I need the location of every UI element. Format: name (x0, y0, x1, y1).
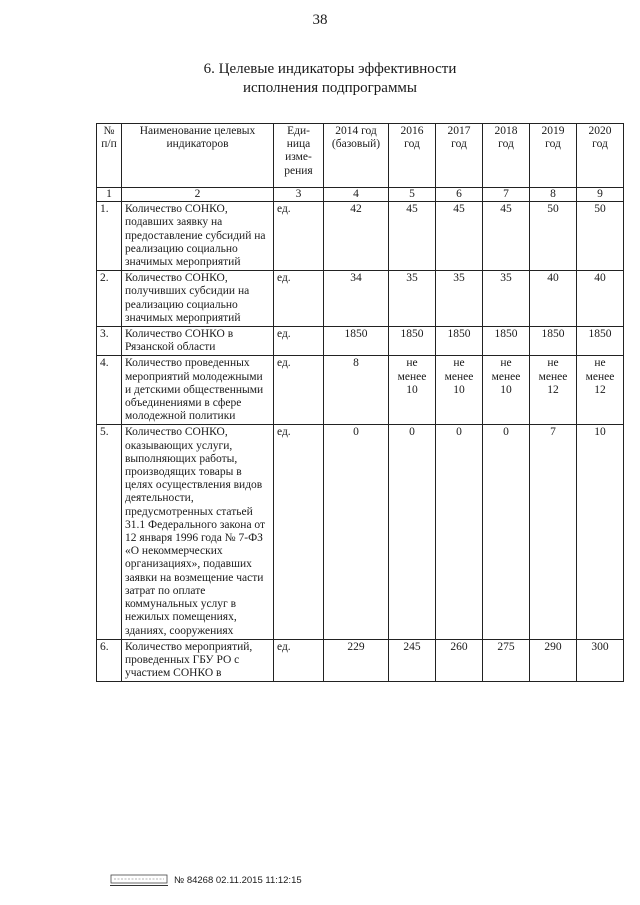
value-cell: 35 (436, 271, 483, 327)
header-cell: Еди- ница изме- рения (274, 124, 324, 188)
row-number: 6. (97, 639, 122, 682)
header-cell: 2018 год (483, 124, 530, 188)
column-number: 2 (122, 188, 274, 202)
value-cell: 10 (577, 425, 624, 639)
value-cell: 45 (483, 202, 530, 271)
unit-cell: ед. (274, 327, 324, 356)
value-cell: 35 (483, 271, 530, 327)
value-cell: 1850 (577, 327, 624, 356)
value-cell: 0 (436, 425, 483, 639)
header-cell: 2017 год (436, 124, 483, 188)
table-row (97, 356, 624, 425)
page-number: 38 (312, 12, 328, 28)
value-cell: 7 (530, 425, 577, 639)
row-number: 2. (97, 271, 122, 327)
registry-stamp-logo (110, 874, 168, 886)
value-cell: 1850 (483, 327, 530, 356)
unit-cell: ед. (274, 356, 324, 425)
column-number-row (97, 188, 624, 202)
header-row (97, 124, 624, 188)
indicator-name: Количество мероприятий, проведенных ГБУ РО с участием СОНКО в (122, 639, 274, 682)
value-cell: не менее 10 (436, 356, 483, 425)
document-id: № 84268 02.11.2015 11:12:15 (174, 874, 302, 886)
value-cell: 34 (324, 271, 389, 327)
column-number: 3 (274, 188, 324, 202)
header-cell: 2014 год (базовый) (324, 124, 389, 188)
title-line-1: 6. Целевые индикаторы эффективности (203, 61, 457, 77)
value-cell: 50 (577, 202, 624, 271)
value-cell: 229 (324, 639, 389, 682)
value-cell: 1850 (530, 327, 577, 356)
value-cell: 0 (389, 425, 436, 639)
title-line-2: исполнения подпрограммы (242, 80, 418, 96)
unit-cell: ед. (274, 271, 324, 327)
column-number: 1 (97, 188, 122, 202)
table-row (97, 639, 624, 682)
unit-cell: ед. (274, 425, 324, 639)
header-cell: 2019 год (530, 124, 577, 188)
section-title (150, 60, 510, 98)
table-row (97, 425, 624, 639)
value-cell: 260 (436, 639, 483, 682)
header-cell: Наименование целевых индикаторов (122, 124, 274, 188)
column-number: 4 (324, 188, 389, 202)
column-number: 9 (577, 188, 624, 202)
indicator-name: Количество проведенных мероприятий молодежными и детскими общественными объединениями в сфере молодежной политики (122, 356, 274, 425)
value-cell: не менее 12 (530, 356, 577, 425)
value-cell: 40 (530, 271, 577, 327)
indicator-name: Количество СОНКО, оказывающих услуги, выполняющих работы, производящих товары в целях осуществления видов деятельности, предусмотренных статьей 31.1 Федерального закона от 12 января 1996 года № 7-ФЗ «О некоммерческих организациях», подавших заявки на возмещение части затрат по оплате коммунальных услуг в нежилых помещениях, зданиях, сооружениях (122, 425, 274, 639)
value-cell: 42 (324, 202, 389, 271)
row-number: 3. (97, 327, 122, 356)
column-number: 7 (483, 188, 530, 202)
indicator-name: Количество СОНКО в Рязанской области (122, 327, 274, 356)
value-cell: не менее 10 (483, 356, 530, 425)
indicator-name: Количество СОНКО, подавших заявку на предоставление субсидий на реализацию социально значимых мероприятий (122, 202, 274, 271)
value-cell: 300 (577, 639, 624, 682)
row-number: 1. (97, 202, 122, 271)
header-cell: 2020 год (577, 124, 624, 188)
column-number: 5 (389, 188, 436, 202)
indicator-name: Количество СОНКО, получивших субсидии на реализацию социально значимых мероприятий (122, 271, 274, 327)
value-cell: не менее 10 (389, 356, 436, 425)
value-cell: не менее 12 (577, 356, 624, 425)
value-cell: 45 (389, 202, 436, 271)
table-row (97, 202, 624, 271)
row-number: 5. (97, 425, 122, 639)
unit-cell: ед. (274, 639, 324, 682)
value-cell: 0 (324, 425, 389, 639)
table-row (97, 327, 624, 356)
column-number: 6 (436, 188, 483, 202)
value-cell: 35 (389, 271, 436, 327)
value-cell: 40 (577, 271, 624, 327)
header-cell: 2016 год (389, 124, 436, 188)
header-cell: № п/п (97, 124, 122, 188)
value-cell: 0 (483, 425, 530, 639)
indicators-table (96, 123, 624, 682)
document-footer (110, 874, 302, 886)
value-cell: 50 (530, 202, 577, 271)
column-number: 8 (530, 188, 577, 202)
table-row (97, 271, 624, 327)
value-cell: 1850 (324, 327, 389, 356)
row-number: 4. (97, 356, 122, 425)
value-cell: 1850 (389, 327, 436, 356)
value-cell: 275 (483, 639, 530, 682)
value-cell: 1850 (436, 327, 483, 356)
unit-cell: ед. (274, 202, 324, 271)
value-cell: 45 (436, 202, 483, 271)
value-cell: 245 (389, 639, 436, 682)
value-cell: 8 (324, 356, 389, 425)
value-cell: 290 (530, 639, 577, 682)
